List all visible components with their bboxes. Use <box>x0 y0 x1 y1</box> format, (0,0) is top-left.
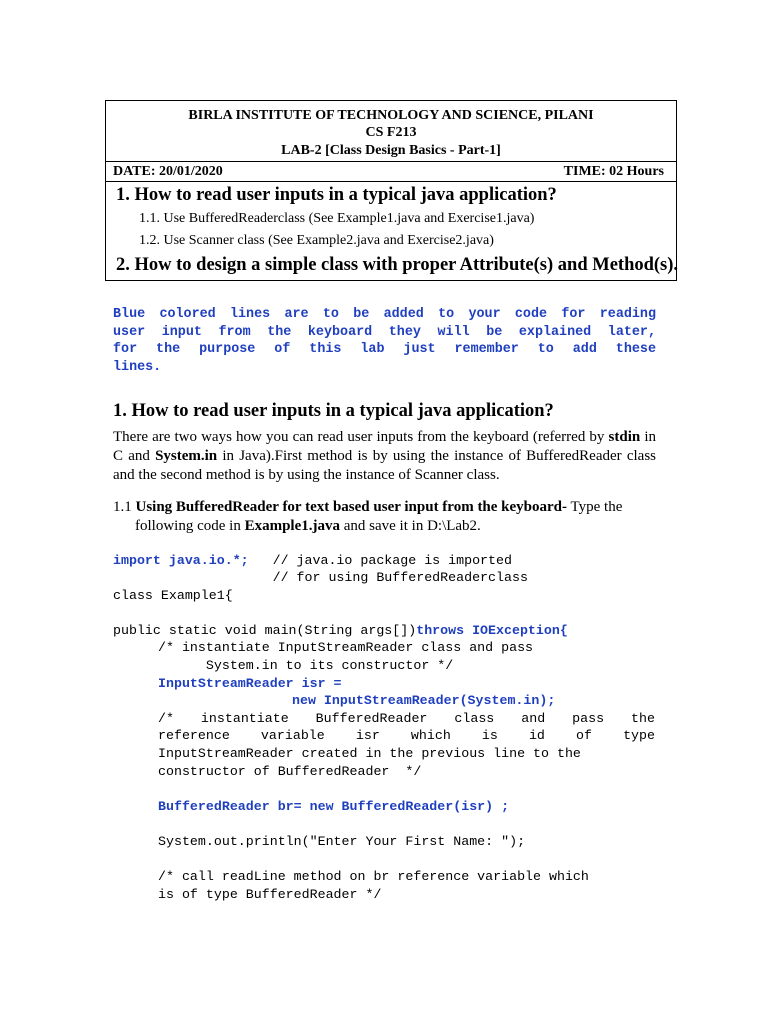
subsection-text: Type the <box>567 499 623 515</box>
code-line-12: InputStreamReader created in the previous line to the <box>158 746 581 761</box>
para-text: in C and <box>113 429 656 464</box>
para-text: in Java).First method is by using the instance of BufferedReader class and the second method is by using the instance of Scanner class. <box>113 448 656 483</box>
code-text: public static void main(String args[]) <box>113 623 417 638</box>
header-question-2: 2. How to design a simple class with proper Attribute(s) and Method(s). <box>116 255 679 275</box>
section-1-paragraph <box>113 428 656 485</box>
subsection-number: 1.1 <box>113 499 136 515</box>
code-line-15: BufferedReader br= new BufferedReader(isr) ; <box>158 799 510 814</box>
code-line-1 <box>113 552 512 570</box>
lab-title: LAB-2 [Class Design Basics - Part-1] <box>281 143 501 158</box>
file-name: Example1.java <box>244 518 340 534</box>
note-line: Blue colored lines are to be added to your code for reading <box>113 307 656 322</box>
system-in-term: System.in <box>155 448 218 464</box>
note-line: user input from the keyboard they will be explained later, <box>113 324 656 340</box>
stdin-term: stdin <box>608 429 641 445</box>
code-keyword: import java.io.*; <box>113 553 249 568</box>
institute-name: BIRLA INSTITUTE OF TECHNOLOGY AND SCIENCE, PILANI <box>188 108 594 123</box>
header-box <box>105 100 677 281</box>
subsection-text: following code in <box>135 518 245 534</box>
subsection-text: and save it in D:\Lab2. <box>340 518 481 534</box>
section-1-heading: 1. How to read user inputs in a typical java application? <box>113 401 554 421</box>
lab-duration: TIME: 02 Hours <box>563 164 664 179</box>
note-line: lines. <box>113 360 162 376</box>
blue-lines-note <box>113 306 656 377</box>
header-question-1: 1. How to read user inputs in a typical java application? <box>116 185 557 205</box>
header-item-1-2: 1.2. Use Scanner class (See Example2.java and Exercise2.java) <box>139 233 494 248</box>
code-line-11: reference variable isr which is id of type <box>158 728 655 743</box>
code-comment: // java.io package is imported <box>248 553 512 568</box>
subsection-title: Using BufferedReader for text based user input from the keyboard- <box>135 499 568 515</box>
date-time-row <box>106 161 676 182</box>
code-line-19: /* call readLine method on br reference variable which <box>158 869 589 884</box>
note-line: for the purpose of this lab just remember to add these <box>113 342 656 358</box>
para-text: There are two ways how you can read user inputs from the keyboard (referred by <box>113 429 609 445</box>
code-line-13: constructor of BufferedReader */ <box>158 764 422 779</box>
header-item-1-1: 1.1. Use BufferedReaderclass (See Example1.java and Exercise1.java) <box>139 211 535 226</box>
code-line-17: System.out.println("Enter Your First Name: "); <box>158 834 526 849</box>
code-line-9: new InputStreamReader(System.in); <box>292 693 556 708</box>
code-line-2: // for using BufferedReaderclass <box>113 570 528 585</box>
subsection-1-1-line-2 <box>135 517 481 536</box>
code-line-7: System.in to its constructor */ <box>158 658 454 673</box>
lab-date: DATE: 20/01/2020 <box>113 164 223 179</box>
course-code: CS F213 <box>365 125 417 140</box>
code-line-8: InputStreamReader isr = <box>158 676 342 691</box>
code-line-6: /* instantiate InputStreamReader class and pass <box>158 640 534 655</box>
code-line-20: is of type BufferedReader */ <box>158 887 382 902</box>
code-keyword: throws IOException{ <box>416 623 568 638</box>
code-line-5 <box>113 622 568 640</box>
code-line-3: class Example1{ <box>113 588 233 603</box>
code-line-10: /* instantiate BufferedReader class and pass the <box>158 711 655 726</box>
subsection-1-1 <box>113 498 656 517</box>
